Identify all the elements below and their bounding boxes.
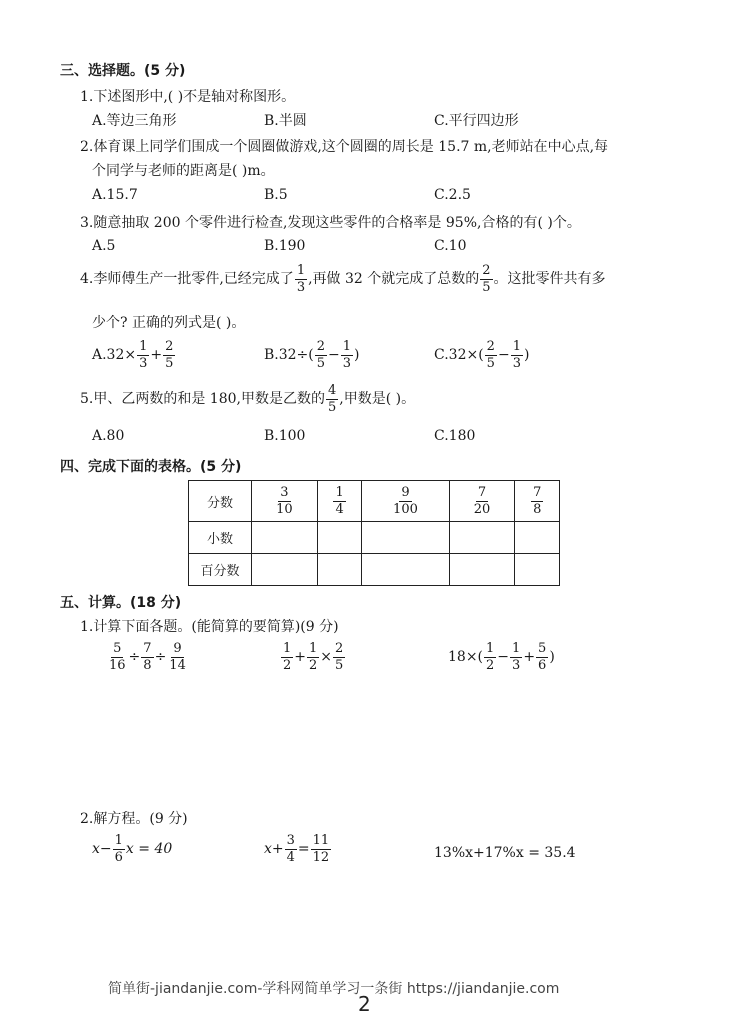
section-5-title: 五、计算。(18 分) [60,595,182,611]
q4-line2: 少个? 正确的列式是( )。 [92,315,246,331]
q5-option-b: B.100 [264,428,306,444]
footer-watermark: 简单街-jiandanjie.com-学科网简单学习一条街 https://jiandanjie.com [108,981,560,997]
q5-text: 5.甲、乙两数的和是 180,甲数是乙数的 $\frac{4}{5}$ ,甲数是( )。 [80,383,416,415]
q3-option-b: B.190 [264,238,306,254]
table-cell-blank[interactable] [317,522,362,554]
fraction: $\frac{2}{5}$ [486,339,495,371]
q1-option-c: C.平行四边形 [434,113,519,129]
fraction: $\frac{1}{3}$ [512,339,521,371]
conversion-table [188,480,560,586]
q2-line2: 个同学与老师的距离是( )m。 [92,163,275,179]
q3-option-a: A.5 [92,238,116,254]
section-3-title: 三、选择题。(5 分) [60,63,186,79]
row-header-decimal: 小数 [189,522,252,554]
expression-2: $\frac{1}{2}$ + $\frac{1}{2}$ × $\frac{2}{5}$ [283,641,344,673]
row-header-percent: 百分数 [189,554,252,586]
fraction: $\frac{1}{3}$ [342,339,352,371]
q4-text-pre: 4.李师傅生产一批零件,已经完成了 [80,271,294,288]
q3-text: 3.随意抽取 200 个零件进行检查,发现这些零件的合格率是 95%,合格的有( )个。 [80,215,581,231]
table-cell-blank[interactable] [252,522,318,554]
q4-text-mid: ,再做 32 个就完成了总数的 [308,271,480,288]
table-cell-fraction: $\frac{7}{20}$ [449,481,515,522]
table-cell-blank[interactable] [252,554,318,586]
table-cell-fraction: $\frac{1}{4}$ [317,481,362,522]
expression-1: $\frac{5}{16}$ ÷ $\frac{7}{8}$ ÷ $\frac{9}{14}$ [109,641,186,673]
q5-option-a: A.80 [92,428,125,444]
table-cell-blank[interactable] [317,554,362,586]
q2-option-a: A.15.7 [92,187,138,203]
q4-option-b: B.32÷( $\frac{2}{5}$ − $\frac{1}{3}$ ) [264,339,360,371]
equation-subtitle: 2.解方程。(9 分) [80,811,188,827]
q5-option-c: C.180 [434,428,476,444]
q2-option-c: C.2.5 [434,187,471,203]
table-cell-fraction: $\frac{9}{100}$ [362,481,449,522]
q1-option-a: A.等边三角形 [92,113,177,129]
table-cell-blank[interactable] [515,522,560,554]
section-4-title: 四、完成下面的表格。(5 分) [60,459,242,475]
calc-subtitle: 1.计算下面各题。(能简算的要简算)(9 分) [80,619,339,635]
table-row [189,554,560,586]
table-cell-blank[interactable] [362,522,449,554]
equation-2: x+ $\frac{3}{4}$ = $\frac{11}{12}$ [264,833,330,865]
fraction: $\frac{4}{5}$ [327,383,337,415]
q2-option-b: B.5 [264,187,288,203]
equation-1: x− $\frac{1}{6}$ x = 40 [92,833,173,865]
q1-option-b: B.半圆 [264,113,307,129]
table-cell-blank[interactable] [449,554,515,586]
table-cell-fraction: $\frac{7}{8}$ [515,481,560,522]
table-row [189,481,560,522]
equation-3: 13%x+17%x = 35.4 [434,845,576,861]
q4-text-post: 。这批零件共有多 [493,271,606,288]
table-cell-blank[interactable] [362,554,449,586]
q4-option-a: A.32× $\frac{1}{3}$ + $\frac{2}{5}$ [92,339,174,371]
q4-option-c: C.32×( $\frac{2}{5}$ − $\frac{1}{3}$ ) [434,339,530,371]
expression-3: 18×( $\frac{1}{2}$ − $\frac{1}{3}$ + $\frac{5}{6}$ ) [448,641,555,673]
row-header-fraction: 分数 [189,481,252,522]
fraction: $\frac{2}{5}$ [482,263,491,295]
q1-text: 1.下述图形中,( )不是轴对称图形。 [80,89,296,105]
q2-line1: 2.体育课上同学们围成一个圆圈做游戏,这个圆圈的周长是 15.7 m,老师站在中心点,每 [80,139,609,155]
table-row [189,522,560,554]
page-number: 2 [358,992,371,1016]
q3-option-c: C.10 [434,238,467,254]
table-cell-blank[interactable] [449,522,515,554]
table-cell-blank[interactable] [515,554,560,586]
q4-line1 [80,264,606,294]
fraction: $\frac{1}{3}$ [296,263,306,295]
fraction: $\frac{2}{5}$ [165,339,174,371]
fraction: $\frac{1}{3}$ [139,339,148,371]
table-cell-fraction: $\frac{3}{10}$ [252,481,318,522]
fraction: $\frac{2}{5}$ [316,339,326,371]
